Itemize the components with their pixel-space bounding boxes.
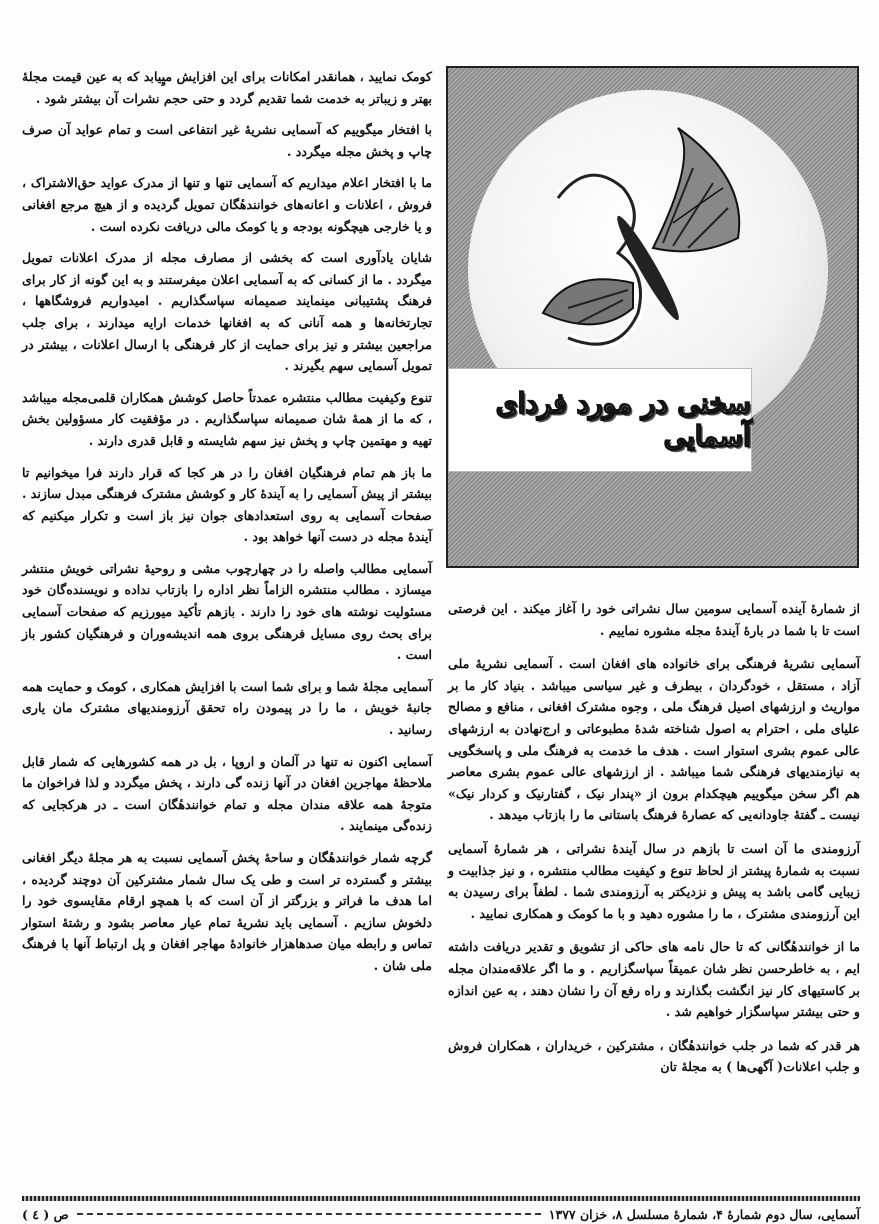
page-number: ص ( ٤ ) [22,1206,69,1222]
paragraph: کومک نمایید ، همانقدر امکانات برای این افزایش میٍیابد که به عین قیمت مجلهٔ بهتر و زیباتر به خدمت شما تقدیم گردد و حتی حجم نشرات آن بیشتر شود . [22,69,432,106]
paragraph: آرزومندی ما آن است تا بازهم در سال آیندهٔ نشراتی ، هر شمارهٔ آسمایی نسبت به شمارهٔ پیشتر از لحاظ تنوع و کیفیت مطالب منتشره ، و نیز جذابیت و زیبایی گامی باشد به پیش و نزدیکتر به آرزومندی شما . لطفاً برای رسیدن به این آرزومندی مشترک ، ما را مشوره دهید و با ما کومک و همکاری نمایید . [448,840,860,921]
paragraph: تنوع وکیفیت مطالب منتشره عمدتاً حاصل کوشش همکاران قلمی‌مجله میباشد ، که ما از همهٔ شان صمیمانه سپاسگذاریم . در مؤفقیت کار مسؤولین بخش تهیه و مهتمین چاپ و پخش نیز سهم شایسته و قابل قدری دارند . [22,389,432,448]
paragraph: از شمارهٔ آینده آسمایی سومین سال نشراتی خود را آغاز میکند . این فرصتی است تا با شما در بارهٔ آیندهٔ مجله مشوره نماییم . [448,601,860,638]
hero-illustration [446,66,859,568]
hero-title: سخنی در مورد فردای آسمایی [495,387,751,453]
butterfly-icon [448,68,859,568]
footer [22,1205,860,1223]
left-column [22,66,432,987]
masthead: آسمایی، سال دوم شمارهٔ ۴، شمارهٔ مسلسل ۸، خزان ۱۳۷۷ [548,1206,860,1222]
paragraph: آسمایی مجلهٔ شما و برای شما است با افزایش همکاری ، کومک و حمایت همه جانبهٔ خویش ، ما را در پیمودن راه تحقق آرزومندیهای مشترک مان یاری رسانید . [22,678,432,738]
paragraph: آسمایی مطالب واصله را در چهارچوب مشی و روحیهٔ نشراتی خویش منتشر میسازد . مطالب منتشره الزاماً نظر اداره را بازتاب نداده و نویسنده‌گان خود مسئولیت نوشته های خود را دارند . بازهم تأکید میورزیم که صفحات آسمایی برای بحث روی مسایل فرهنگی بروی همه اندیشه‌وران و فرهنگیان کشور باز است . [22,560,432,663]
paragraph: شایان یادآوری است که بخشی از مصارف مجله از مدرک اعلانات تمویل میگردد . ما از کسانی که به آسمایی اعلان میفرستند و به این گونه از کار برای فرهنگ پشتیبانی مینمایند صمیمانه سپاسگذاریم . امیدواریم فروشگاهها ، تجارتخانه‌ها و همه آنانی که به افغانها خدمات ارایه میدارند ، برای جلب مراجعین بیشتر و نیز برای حمایت از کار فرهنگی با ارسال اعلانات ، بیشتر در تمویل آسمایی سهم بگیرند . [22,250,432,374]
footer-rule [22,1196,860,1201]
paragraph: هر قدر که شما در جلب خوانندهٔگان ، مشترکین ، خریداران ، همکاران فروش و جلب اعلانات( آگهی‌ها ) به مجلهٔ تان [448,1037,860,1075]
paragraph: آسمایی اکنون نه تنها در آلمان و اروپا ، بل در همه کشورهایی که شمار قابل ملاحظهٔ مهاجرین افغان در آنها زنده گی دارند ، پخش میگردد و لذا فراخوان ما متوجهٔ همه علاقه مندان مجله و تمام خوانندهٔگان است ـ در هرکجایی که زنده‌گی مینمایند . [22,753,432,834]
paragraph: ما با افتخار اعلام میداریم که آسمایی تنها و تنها از مدرک عواید حق‌الاشتراک ، فروش ، اعلانات و اعانه‌های خوانندهٔگان تمویل گردیده و از هیچ مرجع افغانی و یا خارجی هیچگونه بودجه و یا کومک مالی دریافت نکرده است . [22,175,432,234]
paragraph: گرچه شمار خوانندهٔگان و ساحهٔ پخش آسمایی نسبت به هر مجلهٔ دیگر افغانی بیشتر و گسترده تر است و طی یک سال شمار مشترکین آن دوچند گردیده ، اما هدف ما فراتر و بزرگتر از آن است که با همچو ارقام مقایسوی خود را دلخوش سازیم . آسمایی باید نشریهٔ تمام عیار معاصر بشود و رشتهٔ استوار تماس و رابطه میان صدهاهزار خانوادهٔ مهاجر افغان و پل ارتباط آنها با فرهنگ ملی شان . [22,850,432,973]
right-column [448,598,860,1090]
paragraph: ما از خوانندهٔگانی که تا حال نامه های حاکی از تشویق و تقدیر دریافت داشته ایم ، به خاطرحسن نظر شان عمیقاً سپاسگزاریم . و ما اگر علاقه‌مندان مجله بر کاستیهای کار نیز انگشت بگذارند و راه رفع آن را نشان دهند ، به عین اندازه و حتی بیشتر سپاسگزار خواهیم شد . [448,939,860,1020]
paragraph: با افتخار میگوییم که آسمایی نشریهٔ غیر انتفاعی است و تمام عواید آن صرف چاپ و پخش مجله میگردد . [22,122,432,159]
paragraph: ما باز هم تمام فرهنگیان افغان را در هر کجا که قرار دارند فرا میخوانیم تا بیشتر از پیش آسمایی را به آیندهٔ کار و کوشش مشترک فرهنگی مبدل سازند . صفحات آسمایی به روی استعدادهای جوان نیز باز است و تکرار میکنیم که آیندهٔ مجله در دست آنها خواهد بود . [22,464,432,545]
paragraph: آسمایی نشریهٔ فرهنگی برای خانواده های افغان است . آسمایی نشریهٔ ملی آزاد ، مستقل ، خودگردان ، بیطرف و غیر سیاسی میباشد . بنیاد کار ما بر مواریث و ارزشهای اصیل فرهنگ ملی ، وجوه مشترک افغانی ، منافع و مصالح علیای ملی ، احترام به اصول شناخته شدهٔ مطبوعاتی و ارج‌نهادن به ارزشهای عالی عموم بشری استوار است . هدف ما خدمت به فرهنگ ملی و پاسخگویی به نیازمندیهای فرهنگی شما میباشد . از ارزشهای عالی عموم بشری معاصر هم اگر سخن میگوییم هیچکدام برون از «پندار نیک ، گفتارنیک و کردار نیک» نیست ـ گفتهٔ جاودانه‌یی که عصارهٔ فرهنگ باستانی ما را بازتاب میدهد . [448,656,860,823]
footer-divider [77,1213,541,1215]
hero-banner [448,368,752,472]
